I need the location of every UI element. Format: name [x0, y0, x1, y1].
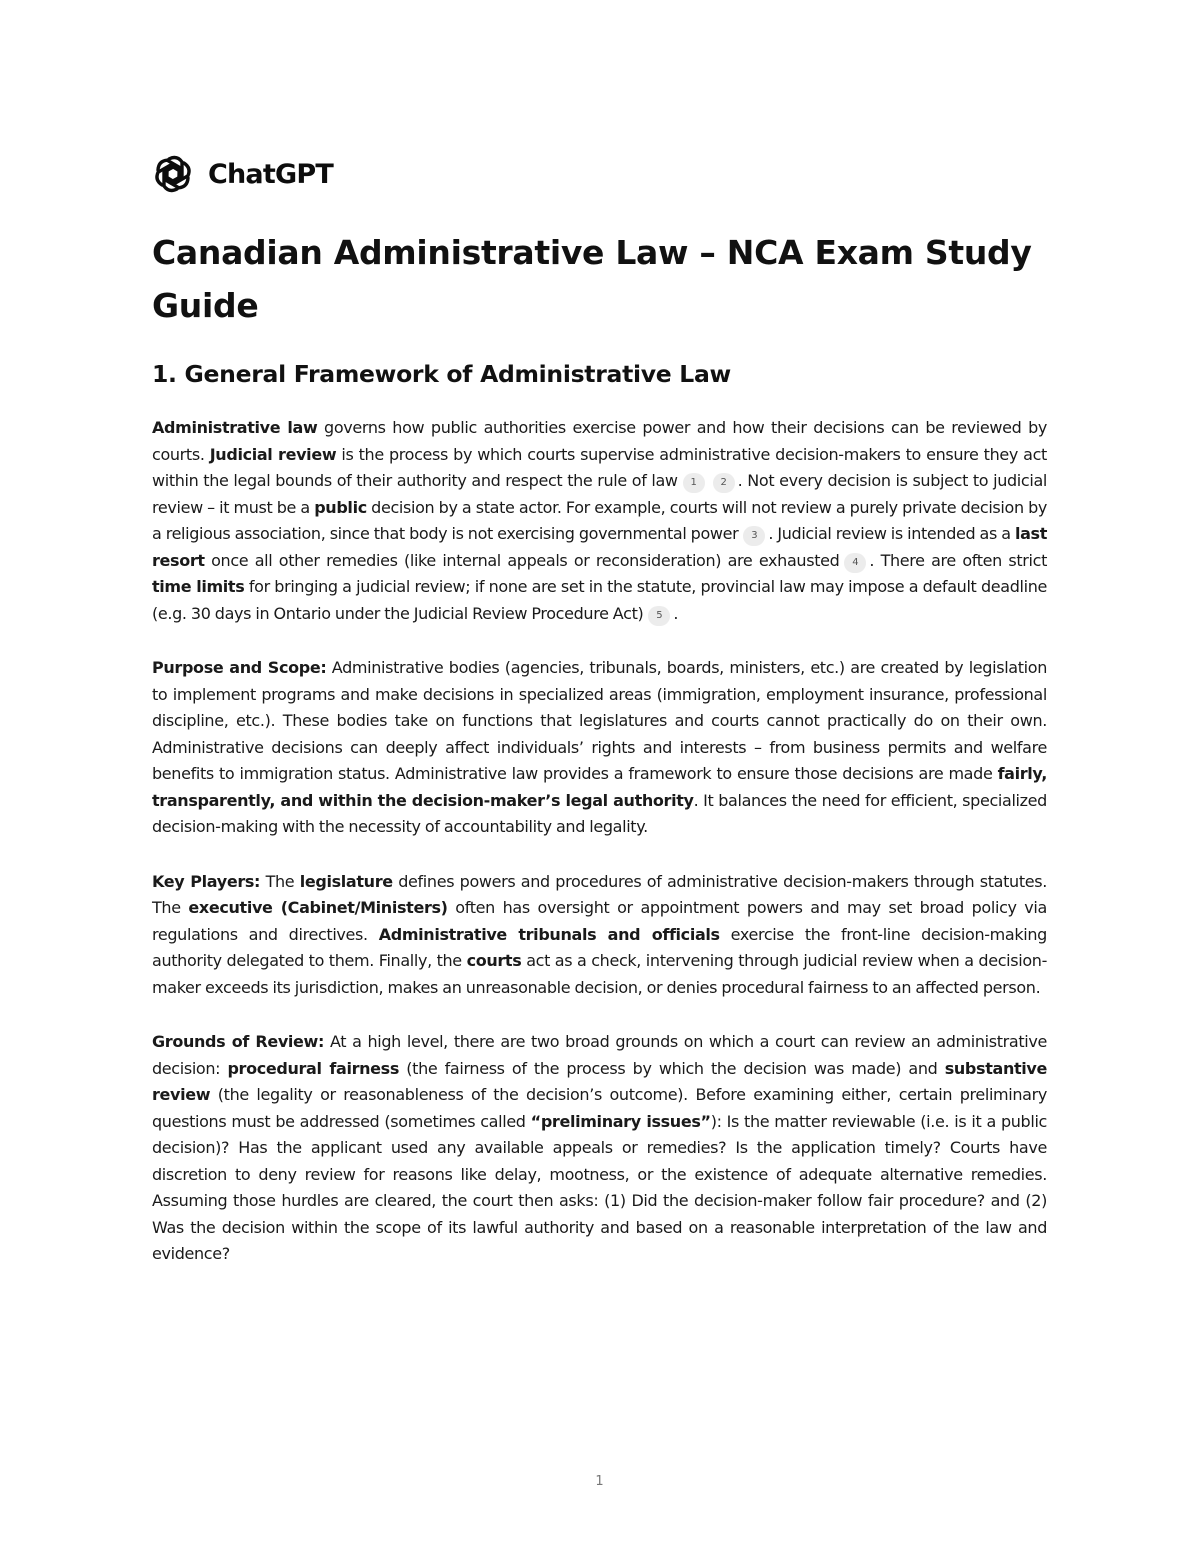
page-number: 1 — [595, 1474, 604, 1489]
bold-term: Key Players: — [152, 871, 261, 891]
text-run: ): Is the matter reviewable (i.e. is it a public decision)? Has the applicant used any available appeals or remedies? Is the application timely? Courts have discretion to deny review for reasons like delay, mootness, or the existence of adequate alternative remedies. Assuming those hurdles are cleared, the court then asks: (1) Did the decision-maker follow fair procedure? and (2) Was the decision within the scope of its lawful authority and based on a reasonable interpretation of the law and evidence? — [152, 1111, 1047, 1263]
bold-term: Grounds of Review: — [152, 1032, 325, 1051]
openai-knot-icon — [152, 153, 194, 195]
brand-header — [152, 152, 333, 196]
text-run: act as a check, intervening through judicial review when a decision-maker exceeds its jurisdiction, makes an unreasonable decision, or denies procedural fairness to an affected person. — [152, 951, 1047, 997]
citation-marker[interactable]: 1 — [683, 473, 705, 493]
text-run: Administrative bodies (agencies, tribunals, boards, ministers, etc.) are created by legislation to implement programs and make decisions in specialized areas (immigration, employment insurance, professional discipline, etc.). These bodies take on functions that legislatures and courts cannot practically do on their own. Administrative decisions can deeply affect individuals’ rights and interests – from business permits and welfare benefits to immigration status. Administrative law provides a framework to ensure those decisions are made — [152, 658, 1047, 783]
text-run: is the process by which courts supervise administrative decision-makers to ensure they act within the legal bounds of their authority and respect the rule of law — [152, 444, 1047, 490]
bold-term: Administrative law — [152, 418, 318, 437]
bold-term: executive (Cabinet/Ministers) — [188, 898, 448, 917]
document-page — [152, 0, 1047, 1553]
bold-term: time limits — [152, 577, 245, 596]
paragraph — [152, 1029, 1047, 1268]
bold-term: last resort — [152, 524, 1047, 570]
text-run: decision by a state actor. For example, courts will not review a purely private decision by a religious association, since that body is not exercising governmental power — [152, 497, 1048, 543]
text-run: once all other remedies (like internal appeals or reconsideration) are exhausted — [204, 550, 840, 570]
bold-term: courts — [466, 951, 522, 970]
text-run: . Judicial review is intended as a — [768, 524, 1015, 543]
citation-marker[interactable]: 3 — [743, 526, 765, 546]
bold-term: procedural fairness — [227, 1058, 400, 1078]
bold-term: fairly, transparently, and within the decision-maker’s legal authority — [152, 764, 1047, 810]
text-run: . — [673, 603, 679, 623]
text-run: (the legality or reasonableness of the decision’s outcome). Before examining either, certain preliminary questions must be addressed (sometimes called — [152, 1085, 1047, 1131]
text-run: At a high level, there are two broad grounds on which a court can review an administrative decision: — [152, 1032, 1047, 1078]
text-run: . It balances the need for efficient, specialized decision-making with the necessity of accountability and legality. — [152, 790, 1047, 836]
text-run: often has oversight or appointment powers and may set broad policy via regulations and directives. — [152, 898, 1047, 944]
text-run: for bringing a judicial review; if none are set in the statute, provincial law may impose a default deadline (e.g. 30 days in Ontario under the Judicial Review Procedure Act) — [152, 577, 1047, 623]
bold-term: substantive review — [152, 1058, 1047, 1104]
bold-term: public — [314, 497, 367, 517]
document-title: Canadian Administrative Law – NCA Exam Study Guide — [152, 233, 1032, 325]
citation-marker[interactable]: 5 — [648, 606, 670, 626]
bold-term: “preliminary issues” — [530, 1111, 711, 1131]
bold-term: Judicial review — [209, 444, 337, 464]
text-run: defines powers and procedures of administrative decision-makers through statutes. The — [152, 871, 1047, 917]
text-run: governs how public authorities exercise power and how their decisions can be reviewed by courts. — [152, 418, 1047, 464]
paragraph — [152, 655, 1047, 841]
text-run: . There are often strict — [869, 550, 1047, 570]
bold-term: legislature — [299, 871, 393, 891]
brand-name: ChatGPT — [208, 158, 333, 190]
text-run: The — [260, 871, 300, 891]
section-heading: 1. General Framework of Administrative Law — [152, 360, 731, 388]
document-body — [152, 415, 1047, 1296]
bold-term: Administrative tribunals and officials — [378, 924, 720, 944]
citation-marker[interactable]: 2 — [713, 473, 735, 493]
text-run: . Not every decision is subject to judicial review – it must be a — [152, 471, 1047, 517]
paragraph — [152, 869, 1047, 1002]
text-run: exercise the front-line decision-making authority delegated to them. Finally, the — [152, 924, 1047, 970]
bold-term: Purpose and Scope: — [152, 658, 327, 677]
citation-marker[interactable]: 4 — [844, 553, 866, 573]
text-run: (the fairness of the process by which the decision was made) and — [399, 1058, 945, 1078]
paragraph — [152, 415, 1047, 627]
